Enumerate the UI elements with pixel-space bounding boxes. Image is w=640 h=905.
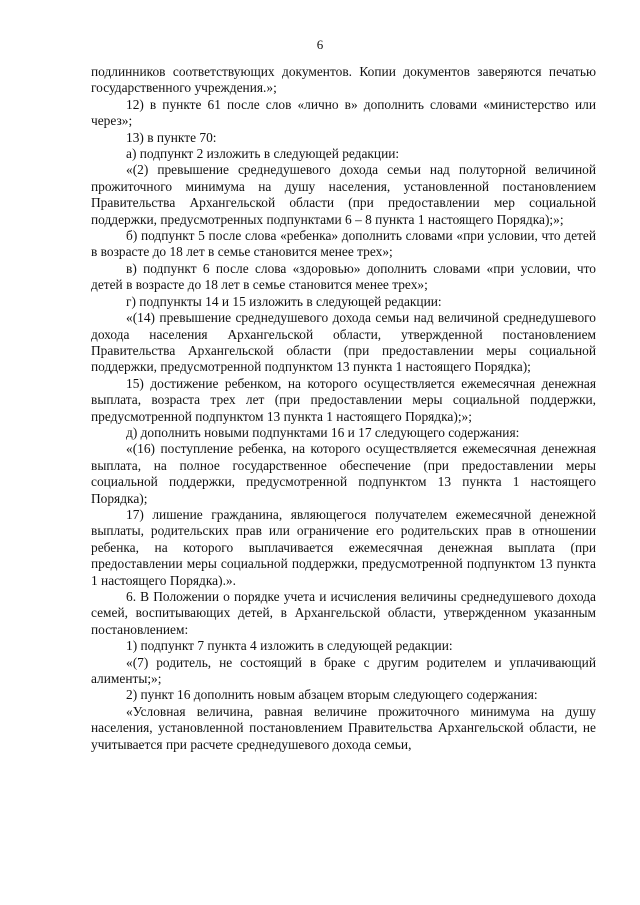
page-number: 6: [316, 37, 324, 52]
paragraph-item-13a: а) подпункт 2 изложить в следующей редакции:: [126, 146, 400, 162]
document-body: [91, 64, 596, 753]
paragraph-continuation: подлинников соответствующих документов. Копии документов заверяются печатью государственного учреждения.»;: [91, 64, 596, 96]
paragraph-quote-subitem-15: 15) достижение ребенком, на которого осуществляется ежемесячная денежная выплата, возраста трех лет (при предоставлении меры социальной поддержки, предусмотренной подпунктом 13 пункта 1 настоящего Порядка);»;: [91, 375, 596, 424]
paragraph-item-13: 13) в пункте 70:: [126, 129, 217, 145]
paragraph-section-6-item-2: 2) пункт 16 дополнить новым абзацем вторым следующего содержания:: [126, 687, 538, 703]
paragraph-quote-conditional-value: «Условная величина, равная величине прожиточного минимума на душу населения, установленной постановлением Правительства Архангельской области, не учитывается при расчете среднедушевого дохода семьи,: [91, 703, 596, 752]
paragraph-quote-subitem-2: «(2) превышение среднедушевого дохода семьи над полуторной величиной прожиточного минимума на душу населения, установленной постановлением Правительства Архангельской области (при предоставлении мер социальной поддержки, предусмотренных подпунктами 6 – 8 пункта 1 настоящего Порядка);»;: [91, 162, 596, 227]
paragraph-section-6-item-1: 1) подпункт 7 пункта 4 изложить в следующей редакции:: [126, 638, 453, 654]
paragraph-quote-subitem-17: 17) лишение гражданина, являющегося получателем ежемесячной денежной выплаты, родительских прав или ограничение его родительских прав в отношении ребенка, на которого выплачивается ежемесячная денежная выплата (при предоставлении меры социальной поддержки, предусмотренной подпунктом 13 пункта 1 настоящего Порядка).».: [91, 506, 596, 588]
paragraph-item-13g: г) подпункты 14 и 15 изложить в следующей редакции:: [126, 293, 442, 309]
paragraph-quote-subitem-7: «(7) родитель, не состоящий в браке с другим родителем и уплачивающий алименты;»;: [91, 654, 596, 687]
paragraph-item-12: 12) в пункте 61 после слов «лично в» дополнить словами «министерство или через»;: [91, 96, 596, 129]
paragraph-item-13b: б) подпункт 5 после слова «ребенка» дополнить словами «при условии, что детей в возрасте до 18 лет в семье становится менее трех»;: [91, 228, 596, 260]
paragraph-quote-subitem-14: «(14) превышение среднедушевого дохода семьи над величиной среднедушевого дохода населения Архангельской области, утвержденной постановлением Правительства Архангельской области (при предоставлении меры социальной поддержки, предусмотренной подпунктом 13 пункта 1 настоящего Порядка);: [91, 310, 596, 375]
paragraph-item-13d: д) дополнить новыми подпунктами 16 и 17 следующего содержания:: [126, 424, 520, 440]
paragraph-item-13v: в) подпункт 6 после слова «здоровью» дополнить словами «при условии, что детей в возрасте до 18 лет в семье становится менее трех»;: [91, 260, 596, 293]
paragraph-quote-subitem-16: «(16) поступление ребенка, на которого осуществляется ежемесячная денежная выплата, на полное государственное обеспечение (при предоставлении меры социальной поддержки, предусмотренной подпунктом 13 пункта 1 настоящего Порядка);: [91, 441, 596, 506]
paragraph-section-6: 6. В Положении о порядке учета и исчисления величины среднедушевого дохода семей, воспитывающих детей, в Архангельской области, утвержденном указанным постановлением:: [91, 589, 596, 637]
